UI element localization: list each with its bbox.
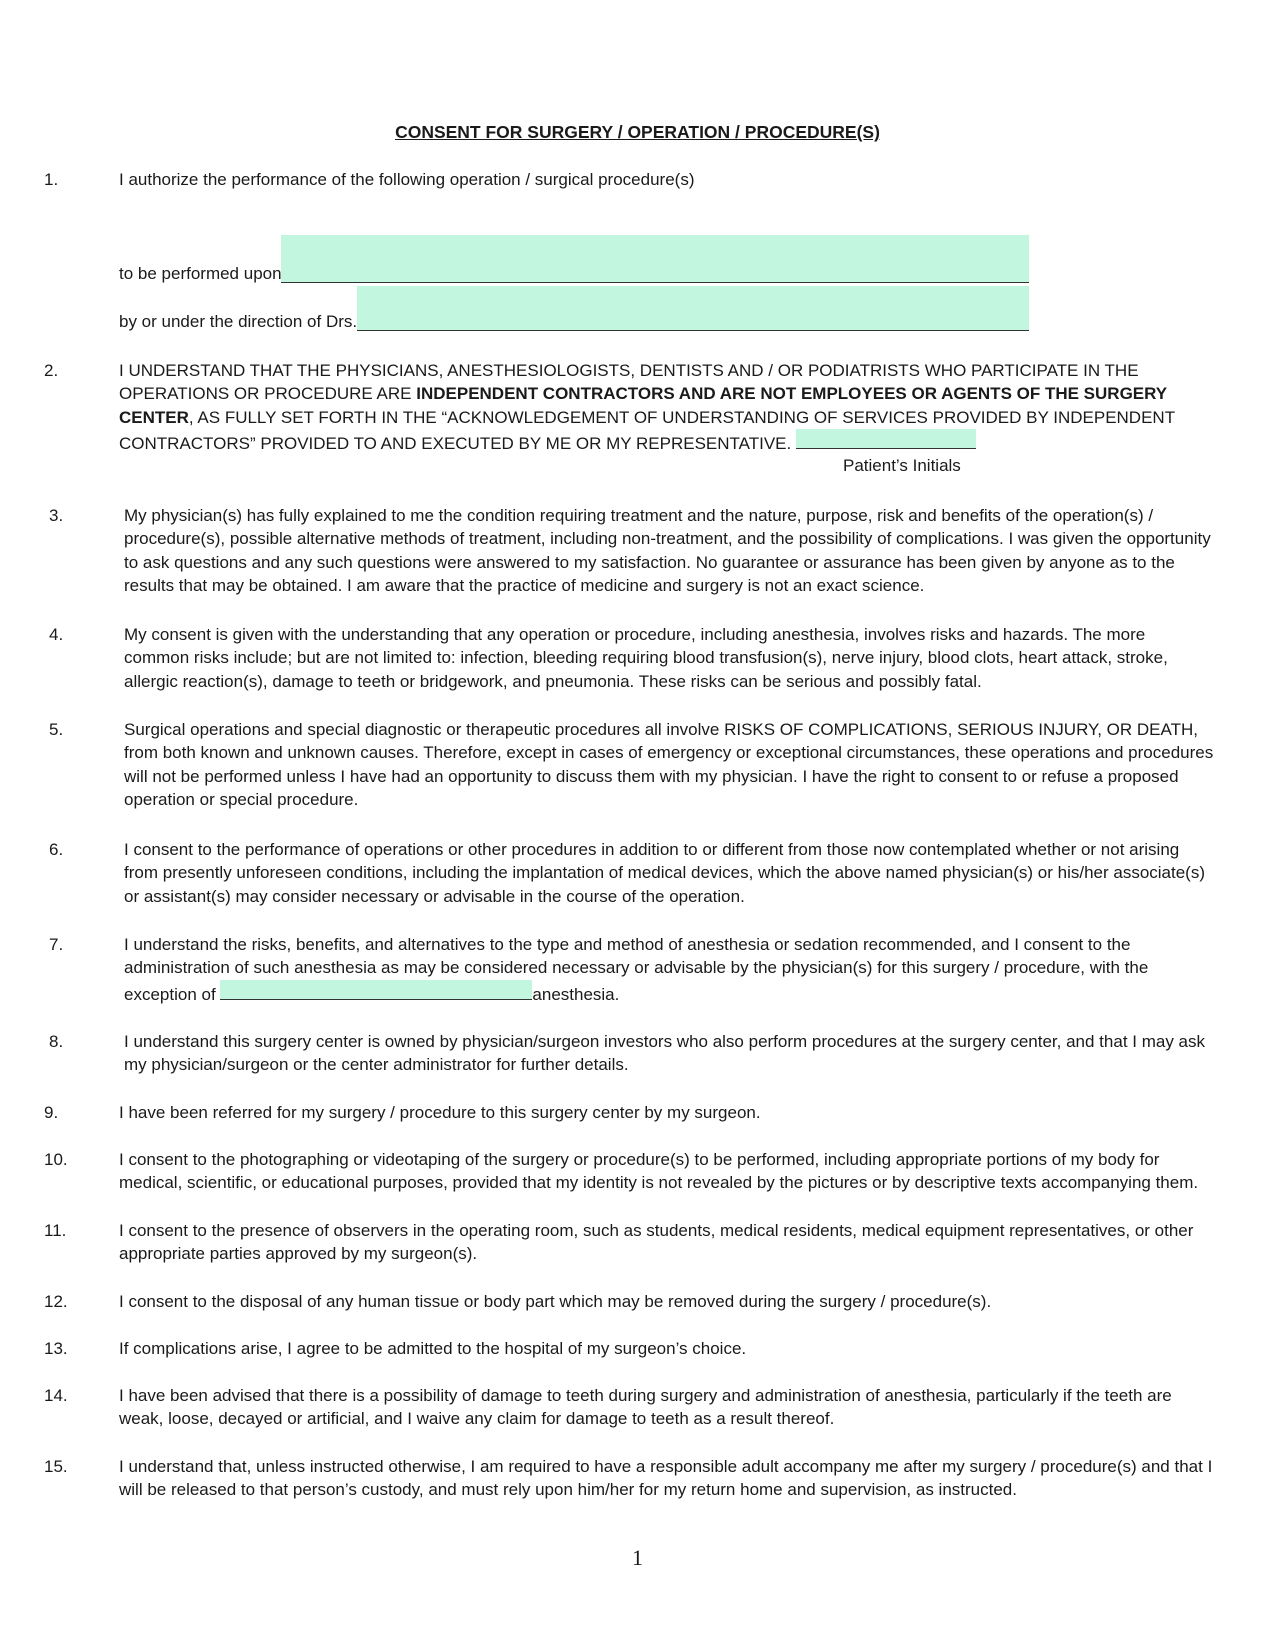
item-number-12: 12. <box>44 1292 68 1311</box>
item-number-10: 10. <box>44 1150 68 1169</box>
item-text-12: I consent to the disposal of any human tissue or body part which may be removed during the surgery / procedure(s). <box>119 1292 992 1311</box>
item-text-2 <box>119 359 1199 455</box>
item-2-text-b: , AS FULLY SET FORTH IN THE “ACKNOWLEDGEMENT OF UNDERSTANDING OF SERVICES PROVIDED BY INDEPENDENT CONTRACTORS” PROVIDED TO AND EXECUTED BY ME OR MY REPRESENTATIVE. <box>119 407 1175 453</box>
item-number-6: 6. <box>49 840 64 859</box>
item-number-11: 11. <box>44 1221 67 1240</box>
item-number-5: 5. <box>49 720 64 739</box>
doctors-field[interactable] <box>357 310 1029 331</box>
anesthesia-exception-field[interactable] <box>220 980 532 1000</box>
patient-initials-label: Patient’s Initials <box>843 456 961 475</box>
item-7-text-a: I understand the risks, benefits, and alternatives to the type and method of anesthesia or sedation recommended, and I consent to the administration of such anesthesia as may be considered necessary or advisable by the physician(s) for this surgery / procedure, with the exception of <box>124 935 1149 1004</box>
item-text-13: If complications arise, I agree to be admitted to the hospital of my surgeon’s choice. <box>119 1339 747 1358</box>
item-text-1: I authorize the performance of the following operation / surgical procedure(s) <box>119 170 695 189</box>
item-number-9: 9. <box>44 1103 59 1122</box>
item-number-1: 1. <box>44 170 59 189</box>
item-text-4: My consent is given with the understanding that any operation or procedure, including anesthesia, involves risks and hazards. The more common risks include; but are not limited to: infection, bleeding requiring blood transfusion(s), nerve injury, blood clots, heart attack, stroke, allergic reaction(s), damage to teeth or bridgework, and pneumonia. These risks can be serious and possibly fatal. <box>124 625 1168 691</box>
item-number-8: 8. <box>49 1032 64 1051</box>
item-text-7 <box>124 933 1214 1006</box>
item-text-10: I consent to the photographing or videotaping of the surgery or procedure(s) to be performed, including appropriate portions of my body for medical, scientific, or educational purposes, provided that my identity is not revealed by the pictures or by descriptive texts accompanying them. <box>119 1150 1199 1193</box>
page-number: 1 <box>632 1545 643 1570</box>
item-text-8: I understand this surgery center is owned by physician/surgeon investors who also perform procedures at the surgery center, and that I may ask my physician/surgeon or the center administrator for further details. <box>124 1032 1206 1075</box>
item-text-14: I have been advised that there is a possibility of damage to teeth during surgery and administration of anesthesia, particularly if the teeth are weak, loose, decayed or artificial, and I waive any claim for damage to teeth as a result thereof. <box>119 1386 1172 1429</box>
item-2-text-bold: INDEPENDENT CONTRACTORS AND ARE NOT EMPLOYEES OR AGENTS OF THE SURGERY CENTER <box>119 384 1167 427</box>
performed-upon-field[interactable] <box>281 262 1029 283</box>
item-text-9: I have been referred for my surgery / procedure to this surgery center by my surgeon. <box>119 1103 761 1122</box>
item-number-13: 13. <box>44 1339 68 1358</box>
item-number-14: 14. <box>44 1386 68 1405</box>
item-text-15: I understand that, unless instructed otherwise, I am required to have a responsible adult accompany me after my surgery / procedure(s) and that I will be released to that person’s custody, and must rely upon him/her for my return home and supervision, as instructed. <box>119 1457 1213 1500</box>
performed-upon-label: to be performed upon <box>119 264 282 283</box>
direction-label: by or under the direction of Drs. <box>119 312 358 331</box>
item-text-6: I consent to the performance of operations or other procedures in addition to or different from those now contemplated whether or not arising from presently unforeseen conditions, including the implantation of medical devices, which the above named physician(s) or his/her associate(s) or assistant(s) may consider necessary or advisable in the course of the operation. <box>124 840 1206 906</box>
item-7-text-b: anesthesia. <box>532 984 620 1004</box>
document-title: CONSENT FOR SURGERY / OPERATION / PROCEDURE(S) <box>395 122 880 142</box>
item-number-15: 15. <box>44 1457 68 1476</box>
patient-initials-field[interactable] <box>796 429 976 449</box>
item-text-11: I consent to the presence of observers in the operating room, such as students, medical residents, medical equipment representatives, or other appropriate parties approved by my surgeon(s). <box>119 1221 1194 1264</box>
item-text-5: Surgical operations and special diagnostic or therapeutic procedures all involve RISKS OF COMPLICATIONS, SERIOUS INJURY, OR DEATH, from both known and unknown causes. Therefore, except in cases of emergency or exceptional circumstances, these operations and procedures will not be performed unless I have had an opportunity to discuss them with my physician. I have the right to consent to or refuse a proposed operation or special procedure. <box>124 720 1214 809</box>
item-text-3: My physician(s) has fully explained to me the condition requiring treatment and the nature, purpose, risk and benefits of the operation(s) / procedure(s), possible alternative methods of treatment, including non-treatment, and the possibility of complications. I was given the opportunity to ask questions and any such questions were answered to my satisfaction. No guarantee or assurance has been given by anyone as to the results that may be obtained. I am aware that the practice of medicine and surgery is not an exact science. <box>124 506 1211 595</box>
item-number-3: 3. <box>49 506 64 525</box>
item-number-2: 2. <box>44 361 59 380</box>
item-number-4: 4. <box>49 625 64 644</box>
item-2-text-a: I UNDERSTAND THAT THE PHYSICIANS, ANESTHESIOLOGISTS, DENTISTS AND / OR PODIATRISTS WHO PARTICIPATE IN THE OPERATIONS OR PROCEDURE ARE <box>119 361 1139 404</box>
item-number-7: 7. <box>49 935 64 954</box>
